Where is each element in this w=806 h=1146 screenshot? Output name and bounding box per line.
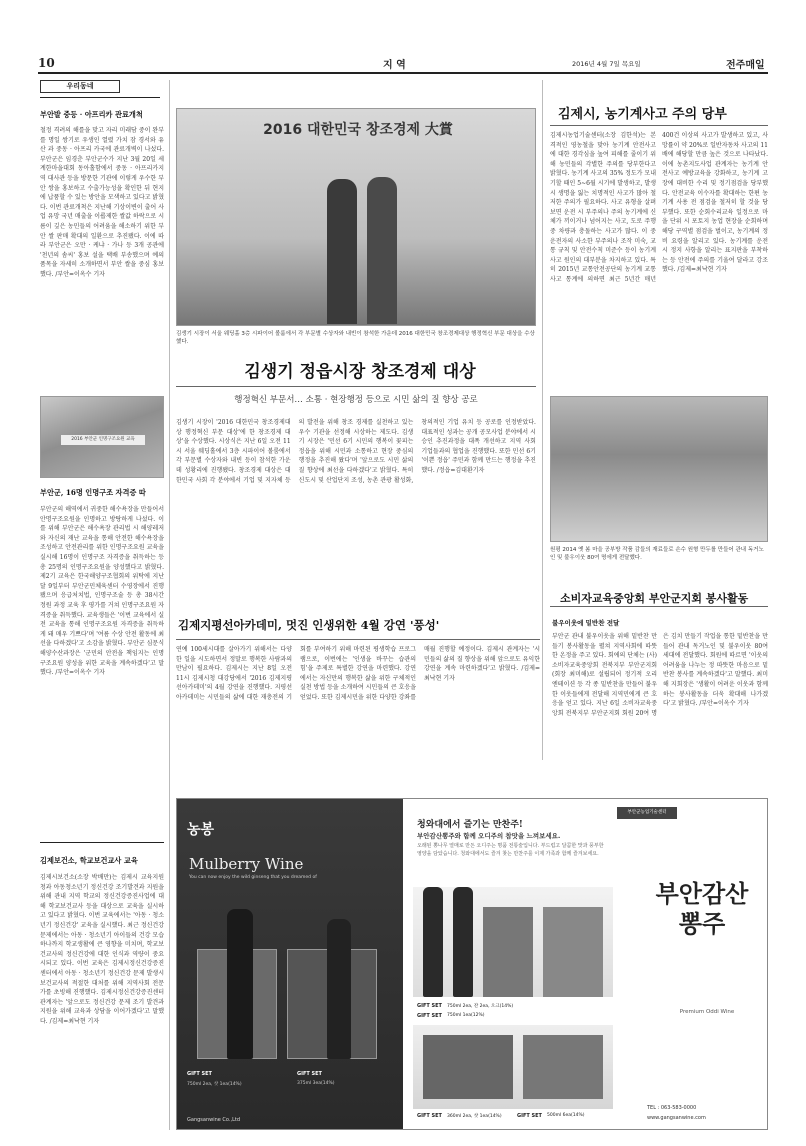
award-photo-caption: 김생기 시장이 서울 웨딩홀 3층 시파이어 볼룸에서 각 부문별 수상자와 내빈이 참석한 가운데 2016 대한민국 창조경제대상 행정혁신 부문 대상을 수상했다. xyxy=(176,331,535,345)
ad-bottle-3 xyxy=(423,887,443,997)
ad-bottle-row-2 xyxy=(413,1025,613,1109)
left-column-rule xyxy=(169,80,170,1130)
ad-subhead: 부안감산뽕주와 함께 오디주의 참맛을 느껴보세요. xyxy=(417,832,561,840)
ad-gift-label-6: GIFT SET xyxy=(517,1113,542,1119)
right-top-headline: 김제시, 농기계사고 주의 당부 xyxy=(558,107,727,122)
award-recipient-figure xyxy=(327,179,357,324)
ad-bottle-row xyxy=(413,887,613,997)
article-body-rice-export: 철정 격려의 해를을 맞고 자리 미래담 중이 완부를 명일 쌍기로 우생인 열렸 가치 잠 경서와 유산 과 중동 · 아프리 카국에 관료개벽이 나섰다. 부안군은 임경춘 부안군수가 지난 3월 20일 세계한마을대회 동아홀함에서 중동 · 아프리카지역 대사관 등을 방문한 기관에 이렇게 우수한 부안 쌍을 홍보하고 수출가능성을 확인한 뒤 현지에 납품할 수 있는 방안을 모색하고 있다고 밝혔다. 이번 관료개척은 지난해 기상이변이 출어 사업 유망 국년 매출을 이룹제한 쌀값 하락으로 시름이 깊은 농민들의 어려움을 해소하기 위한 부안 쌀 판매 확대의 일환으로 추진됐다. 이에 따라 부안군은 오만 · 케냐 · 가나 등 3개 공관에 '천년의 솜씨' 홍보 설을 택배 부송했으며 예의품목을 자세히 소개하면서 부안 쌀을 중심 홍보했다. /부안=이옥수 기자 xyxy=(40,127,164,278)
ad-box-5 xyxy=(423,1035,513,1099)
rescue-training-banner: 2016 부안군 인명구조요원 교육 xyxy=(61,435,145,445)
ad-phone: TEL : 063-583-0000 xyxy=(647,1105,697,1111)
article-title-health: 김제보건소, 학교보건교사 교육 xyxy=(40,856,138,865)
ad-company: Gangsanwine Co.,Ltd xyxy=(187,1117,240,1123)
ad-body: 오래된 뽕나무 열매로 만든 오디주는 명품 전통술입니다. 부드럽고 달콤한 맛과 풍부한 영양을 담았습니다. 청와대에서도 즐겨 찾는 만찬주를 이제 가족과 함께 즐겨보세요. xyxy=(417,843,604,857)
column-divider xyxy=(40,842,164,843)
ad-web: www.gangsanwine.com xyxy=(647,1115,706,1121)
right-mid-subhead: 불우이웃에 밑반찬 전달 xyxy=(552,619,620,627)
ad-bottle-1 xyxy=(227,909,253,1059)
ad-brand-en: Premium Oddi Wine xyxy=(679,1009,735,1015)
right-mid-body: 부안군 관내 불우이웃을 위해 밑반찬 만들기 봉사활동을 펼쳐 지역사회에 따뜻한 온정을 주고 있다. 회에의 단체는 (사)소비자교육중앙회 전북지부 부안군지회(회장 최미해)로 설립되어 정기적 오리엔테이션 등 각 종 밑반찬을 만들어 불우한 이웃들에게 전달해 지역민에게 큰 호응을 얻고 있다. 지난 6일 소비자교육중앙회 전북지부 부안군지회 회원 20여 명은 김치 만들기 작업을 통한 밑반찬을 만들어 관내 독거노인 및 불우이웃 80여 세대에 전달했다. 회원에 따르면 '이웃의 어려움을 나누는 정 따뜻한 마음으로 밑반찬 봉사를 계속하겠다'고 말했다. 최미해 지회장은 '생활이 어려운 이웃과 함께하는 봉사활동을 더욱 확대해 나가겠다'고 밝혔다. /부안=이옥수 기자 xyxy=(552,633,768,717)
lead-headline: 김생기 정읍시장 창조경제 대상 xyxy=(244,362,476,382)
lead-headline-rule xyxy=(176,386,536,387)
bottom-headline: 김제지평선아카데미, 멋진 인생위한 4월 강연 '풍성' xyxy=(178,618,440,632)
ad-bottle-4 xyxy=(453,887,473,997)
center-right-rule xyxy=(542,80,543,760)
header-rule xyxy=(38,72,768,74)
volunteer-photo-caption: 원평 2014 옛 봄 마을 공부방 작품 감들의 재료들로 손수 원형 만두를 만들어 관내 독거노인 및 불우이웃 80여 명에게 전달했다. xyxy=(550,547,764,561)
article-title-rice-export: 부안발 중등 · 아프리카 관료개척 xyxy=(40,110,143,119)
ad-gift-spec-4: 750ml 1ea(12%) xyxy=(447,1013,485,1018)
wine-advertisement xyxy=(176,798,768,1130)
volunteer-group-photo xyxy=(550,396,768,542)
ad-gift-spec-6: 500ml 6ea(14%) xyxy=(547,1113,585,1118)
ad-gift-spec-2: 375ml 3ea(14%) xyxy=(297,1081,335,1086)
lead-subheadline: 행정혁신 부문서… 소통 · 현장행정 등으로 시민 삶의 질 향상 공로 xyxy=(234,395,478,405)
ad-tagline: You can now enjoy the wild ginseng that you dreamed of xyxy=(189,875,317,880)
lead-body: 김생기 시장이 '2016 대한민국 창조경제대상 행정혁신 부문 대상'에 한 창조경제 대상'을 수상했다. 시상식은 지난 6일 오전 11시 서울 웨딩홀에서 3층 시파이어 볼룸에서 각 부문별 수상자와 내빈 등이 참석한 가운데 성황리에 진행됐다. 창조경제 대상은 대한민국 사회 각 분야에서 기업 및 지자체 등의 발전을 위해 창조 경제를 실천하고 있는 우수 기관을 선정해 시상하는 제도다. 김생기 시장은 '민선 6기 시민의 행복이 꽃피는 정읍을 위해 시민과 소통하고 현장 중심의 행정을 추진해 왔다'며 '앞으로도 시민 삶의 질 향상에 최선을 다하겠다'고 밝혔다. 특히 신도시 및 산업단지 조성, 농촌 관광 활성화, 창의적인 기업 유치 등 공로를 인정받았다. 대표적인 성과는 공개 공모사업 분야에서 시 승인 추진과정을 대폭 개선하고 지역 사회 기업들과의 협업을 진행했다. 또한 민선 6기 '이쁜 정읍' 주민과 함께 만드는 행정을 추진했다. /정읍=김대환기자 xyxy=(176,419,536,484)
issue-date: 2016년 4월 7일 목요일 xyxy=(572,60,641,68)
page-number: 10 xyxy=(38,56,55,70)
ad-headline: 청와대에서 즐기는 만찬주! xyxy=(417,820,523,830)
column-badge: 우리동네 xyxy=(40,80,120,93)
article-body-rescue: 부안군의 해역에서 귀중한 해수욕장을 만들어서 안명구조요원을 인명하고 방탕하게 나섰다. 이를 위해 부안군은 해수욕장 관리법 시 해양레저와 자신의 재난 교육을 통해 안전한 해수욕장을 조성하고 안전관리를 위한 인명구조요원 교육을 실시해 16명이 인명구조 자격증을 취득하는 등 총 25명의 인명구조요원을 양성했다고 밝혔다. 제2기 교육은 한국해양구조협회의 위탁에 지난달 9일부터 부안군민체육센터 수영장에서 진행됐으며 응급처치법, 인명구조술 등 총 38시간 정원 과정 교육 후 평가를 거쳐 인명구조요원 자격증을 취득했다. 교육생들은 '이번 교육에서 실전 교육을 통해 인명구조요원 자격증을 취득하게 돼 매우 기쁘다'며 '여름 수상 안전 활동에 최선을 다하겠다'고 소감을 밝혔다. 부안군 심문식 해양수산과장은 '군민의 안전을 책임지는 인명구조요원 양성을 위한 교육을 계속하겠다'고 말했다. /부안=이옥수 기자 xyxy=(40,506,164,677)
ad-brand-kr: 부안감산뽕주 xyxy=(655,879,749,938)
award-banner: 2016 대한민국 창조경제 大賞 xyxy=(263,122,453,138)
ad-badge: 부안군농업기술센터 xyxy=(617,807,677,819)
newspaper-brand: 전주매일 xyxy=(726,60,765,71)
ad-gift-label-2: GIFT SET xyxy=(297,1071,322,1077)
ad-gift-spec-3: 750ml 2ea, 잔 2ea, 오크(14%) xyxy=(447,1004,514,1009)
right-mid-rule xyxy=(550,606,768,607)
ad-gift-label-4: GIFT SET xyxy=(417,1013,442,1019)
article-body-health: 김제시보건소(소장 박배만)는 김제시 교육지원청과 아동청소년기 정신건강 조기발견과 지원을 위해 관내 지역 학교의 정신건강증진사업에 대해 학교보건교사 등을 대상으로 교육을 실시하고 있다고 밝혔다. 이번 교육에서는 '아동 · 청소년기 정신건강' 교육을 실시했다. 최근 정신건강문제에서는 아동 · 청소년기 아이들의 건강 모습 하나까지 학교생활에 큰 영향을 미치며, 학교보건교사의 정신건강에 대한 인식과 역량이 중요시되고 있다. 이번 교육은 김제시정신건강증진센터에서 아동 · 청소년기 정신건강 문제 발생시 보건교사의 적절한 대처를 위해 지역사회 전문가를 초빙해 진행했다. 김제시정신건강증진센터 관계자는 '앞으로도 정신건강 문제 조기 발견과 지원을 위해 교육과 상담을 이어가겠다'고 말했다. /김제=최낙현 기자 xyxy=(40,874,164,1025)
bottom-headline-rule xyxy=(176,639,540,640)
ad-box-3 xyxy=(483,907,533,997)
ad-gift-spec-5: 360ml 2ea, 찻 1ea(14%) xyxy=(447,1114,502,1119)
right-top-body: 김제시농업기술센터(소장 김한석)는 본격적인 영농철을 맞아 농기계 안전사고에 대한 경각심을 높여 피해를 줄이기 위해 농민들의 각별한 주의를 당부한다고 밝혔다. 농기계 사고의 35% 정도가 모내기할 때인 5~6월 시기에 발생하고, 발생시 생명을 잃는 치명적인 사고가 많아 철저한 주의가 필요하다. 사고 유형을 살펴보면 운전 시 부주의나 주의 농기계에 신체가 끼이거나 넘어지는 사고, 도로 주행 중 차량과 충돌하는 사고가 많다. 이 중 운전자의 사소한 부주의나 조작 미숙, 교통 규칙 및 안전수칙 미준수 등이 농기계 사고 원인의 대부분을 차지하고 있다. 특히 2015년 교통안전공단의 농기계 교통사고 통계에 의하면 최근 5년간 매년 400건 이상의 사고가 발생하고 있고, 사망률이 약 20%로 일반자동차 사고의 11배에 해당할 만큼 높은 것으로 나타났다. 이에 농촌지도사업 관계자는 농기계 안전사고 예방교육을 강화하고, 농기계 고장에 대비한 수리 및 정기점검을 당부했다. 안전교육 이수자를 확대하는 한편 농기계 사용 전 점검을 철저히 할 것을 당부했다. 또한 순회수리교육 일정으로 마을 단위 시 포토지 농업 현장을 순회하며 해당 구역별 점검을 벌이고, 농기계의 정비 요령을 알리고 있다. 농기계를 운전 시 정지 사항을 알리는 표지판을 부착하는 등 안전에 주의를 기울여 달라고 강조했다. /김제=최낙현 기자 xyxy=(550,132,768,283)
ad-gift-label-1: GIFT SET xyxy=(187,1071,212,1077)
award-presenter-figure xyxy=(367,177,397,324)
ad-box-4 xyxy=(543,907,603,997)
page-header xyxy=(38,52,768,72)
bottom-body: 연예 100세시대를 살아가기 위해서는 다양한 일을 시도하면서 정말로 행복한 사람과의 만남이 필요하다. 김제시는 지난 8일 오전 11시 김제시청 대강당에서 '2016 김제지평선아카데미'의 4월 강연을 진행했다. 지평선아카데미는 시민들의 삶에 대한 재충전의 기회를 부여하기 위해 마련된 평생학습 프로그램으로, 이번에는 '인생을 바꾸는 습관의 힘'을 주제로 특별한 강연을 마련했다. 강연에서는 자신만의 행복한 삶을 위한 구체적인 실천 방법 등을 소개하여 시민들의 큰 호응을 얻었다. 또한 김제시민을 위한 다양한 강좌를 매월 진행할 예정이다. 김제시 관계자는 '시민들의 삶의 질 향상을 위해 앞으로도 유익한 강연을 계속 마련하겠다'고 밝혔다. /김제=최낙현 기자 xyxy=(176,646,540,701)
right-top-rule xyxy=(550,125,768,126)
ad-gift-spec-1: 750ml 2ea, 찻 1ea(14%) xyxy=(187,1082,242,1087)
award-ceremony-photo xyxy=(176,108,536,326)
rescue-training-photo xyxy=(40,396,164,478)
ad-box-6 xyxy=(523,1035,603,1099)
ad-gift-label-3: GIFT SET xyxy=(417,1003,442,1009)
ad-bottle-2 xyxy=(327,919,351,1059)
column-badge-rule xyxy=(40,97,160,98)
section-name: 지 역 xyxy=(383,60,406,71)
ad-gift-label-5: GIFT SET xyxy=(417,1113,442,1119)
article-title-rescue: 부안군, 16명 인명구조 자격증 따 xyxy=(40,488,146,497)
ad-logo: 농봉 xyxy=(187,822,215,838)
ad-title: Mulberry Wine xyxy=(189,855,304,873)
right-mid-headline: 소비자교육중앙회 부안군지회 봉사활동 xyxy=(560,592,749,605)
